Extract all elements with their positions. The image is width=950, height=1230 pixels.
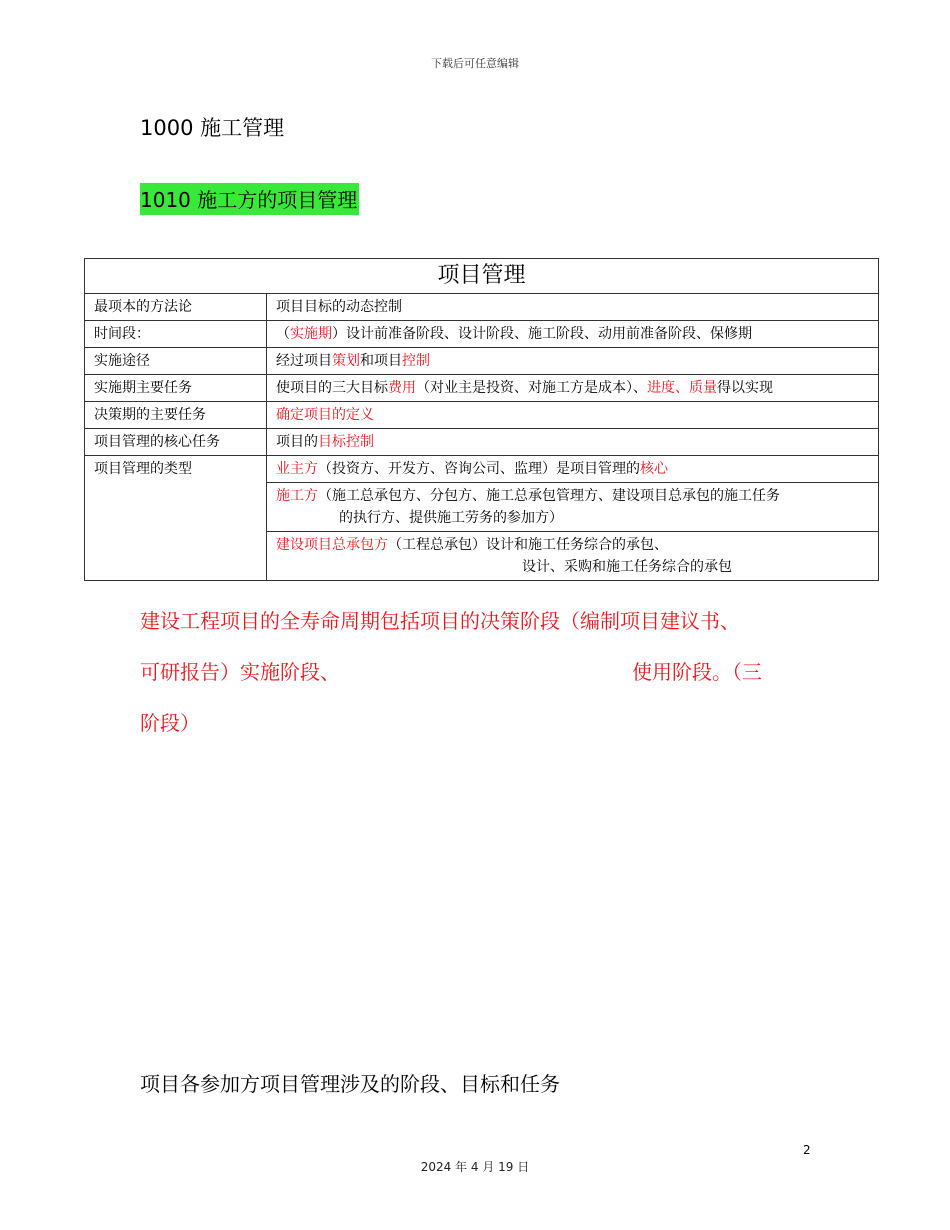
project-management-table xyxy=(84,258,879,581)
highlight-segment: 施工方 xyxy=(276,488,318,504)
text-segment: 使用阶段。（三 xyxy=(632,660,762,684)
highlight-segment: 核心 xyxy=(640,461,668,477)
table-row xyxy=(85,294,879,321)
row-label: 项目管理的核心任务 xyxy=(85,429,267,456)
highlight-segment: 实施期 xyxy=(290,326,332,342)
row-content-owner xyxy=(267,456,879,483)
lifecycle-paragraph-line2 xyxy=(140,647,830,698)
table-row xyxy=(85,375,879,402)
row-content-constructor xyxy=(267,483,879,532)
highlight-segment: 进度、质量 xyxy=(647,380,717,396)
table-row xyxy=(85,348,879,375)
text-segment: 和项目 xyxy=(360,353,402,369)
text-line: 设计、采购和施工任务综合的承包 xyxy=(522,559,732,575)
table-title: 项目管理 xyxy=(85,259,879,294)
lifecycle-paragraph-line3: 阶段） xyxy=(140,711,200,735)
row-label: 最项本的方法论 xyxy=(85,294,267,321)
row-label: 实施途径 xyxy=(85,348,267,375)
text-segment: ）设计前准备阶段、设计阶段、施工阶段、动用前准备阶段、保修期 xyxy=(332,326,752,342)
row-content xyxy=(267,321,879,348)
highlight-segment: 策划 xyxy=(332,353,360,369)
text-segment: （ xyxy=(276,326,290,342)
row-content xyxy=(267,375,879,402)
lifecycle-paragraph-line1: 建设工程项目的全寿命周期包括项目的决策阶段（编制项目建议书、 xyxy=(140,609,740,633)
text-segment: （投资方、开发方、咨询公司、监理）是项目管理的 xyxy=(318,461,640,477)
page-header: 下载后可任意编辑 xyxy=(431,57,519,70)
text-segment: 得以实现 xyxy=(717,380,773,396)
highlight-segment: 确定项目的定义 xyxy=(276,407,374,423)
text-segment: （对业主是投资、对施工方是成本）、 xyxy=(416,380,647,396)
row-label: 项目管理的类型 xyxy=(85,456,267,581)
highlight-segment: 控制 xyxy=(402,353,430,369)
row-content xyxy=(267,429,879,456)
text-segment: 项目的 xyxy=(276,434,318,450)
row-content xyxy=(267,402,879,429)
text-line: 的执行方、提供施工劳务的参加方） xyxy=(339,510,563,526)
text-segment: 可研报告）实施阶段、 xyxy=(140,660,340,684)
table-row xyxy=(85,456,879,483)
heading-1010-highlighted: 1010 施工方的项目管理 xyxy=(140,183,359,215)
page-number: 2 xyxy=(803,1143,811,1157)
row-content-general-contractor xyxy=(267,532,879,581)
text-segment: （施工总承包方、分包方、施工总承包管理方、建设项目总承包的施工任务 xyxy=(318,488,780,504)
highlight-segment: 费用 xyxy=(388,380,416,396)
footer-date: 2024 年 4 月 19 日 xyxy=(420,1160,530,1174)
section-heading: 项目各参加方项目管理涉及的阶段、目标和任务 xyxy=(140,1072,560,1096)
row-label: 决策期的主要任务 xyxy=(85,402,267,429)
table-row xyxy=(85,321,879,348)
table-row xyxy=(85,402,879,429)
highlight-segment: 建设项目总承包方 xyxy=(276,537,388,553)
table-row xyxy=(85,429,879,456)
text-segment: 经过项目 xyxy=(276,353,332,369)
row-content: 项目目标的动态控制 xyxy=(267,294,879,321)
row-label: 实施期主要任务 xyxy=(85,375,267,402)
highlight-segment: 目标控制 xyxy=(318,434,374,450)
row-label: 时间段： xyxy=(85,321,267,348)
heading-1000: 1000 施工管理 xyxy=(140,116,285,140)
highlight-segment: 业主方 xyxy=(276,461,318,477)
text-segment: 使项目的三大目标 xyxy=(276,380,388,396)
row-content xyxy=(267,348,879,375)
text-segment: （工程总承包）设计和施工任务综合的承包、 xyxy=(388,537,668,553)
